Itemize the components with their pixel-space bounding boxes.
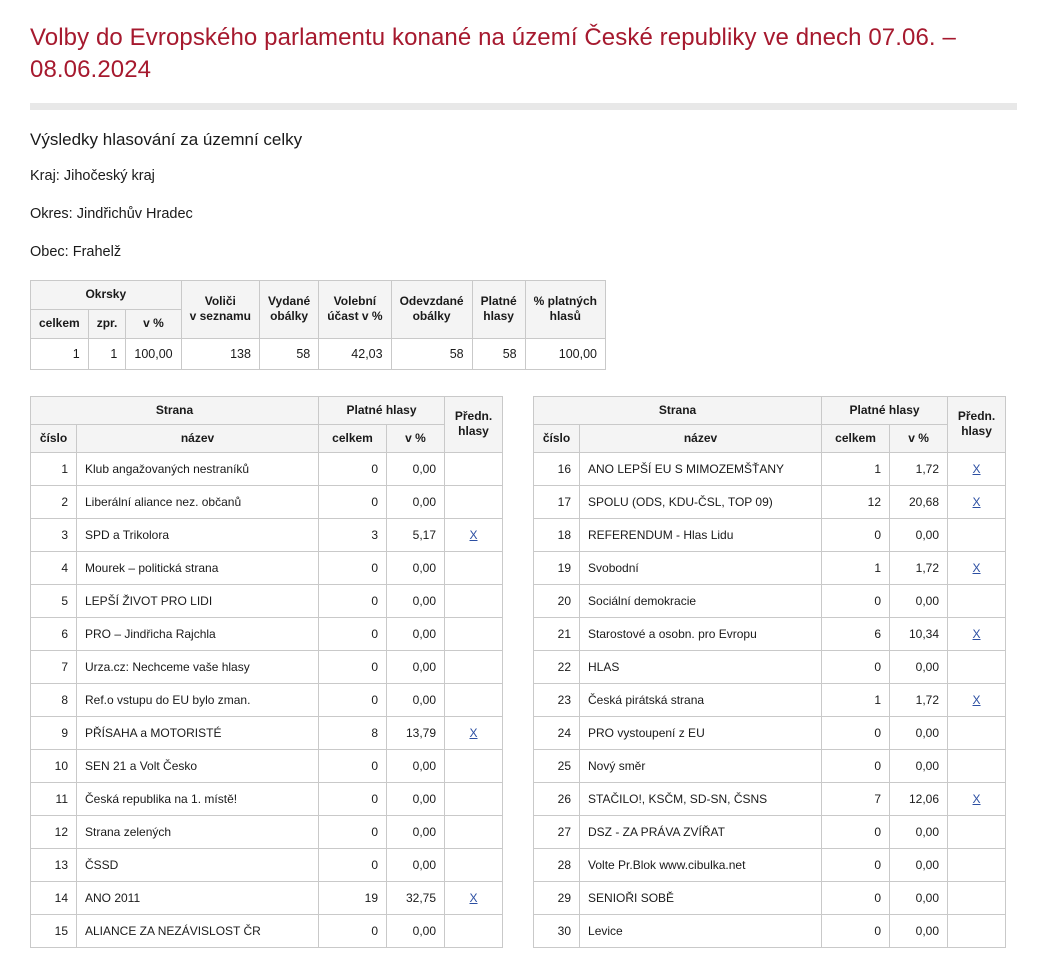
party-votes-total: 0 xyxy=(822,716,890,749)
party-number: 7 xyxy=(31,650,77,683)
party-name: PŘÍSAHA a MOTORISTÉ xyxy=(77,716,319,749)
preferential-votes-cell[interactable] xyxy=(445,881,503,914)
party-header-predn-right: Předn. hlasy xyxy=(948,396,1006,452)
party-votes-total: 0 xyxy=(319,749,387,782)
preferential-votes-link[interactable]: X xyxy=(972,494,981,509)
party-votes-percent: 5,17 xyxy=(387,518,445,551)
party-name: Česká republika na 1. místě! xyxy=(77,782,319,815)
party-votes-percent: 0,00 xyxy=(387,848,445,881)
preferential-votes-cell[interactable] xyxy=(948,782,1006,815)
summary-header-ucast: Volební účast v % xyxy=(319,281,391,338)
party-number: 21 xyxy=(534,617,580,650)
preferential-votes-cell xyxy=(948,716,1006,749)
summary-value-okrsky-vpct: 100,00 xyxy=(126,338,181,369)
preferential-votes-cell xyxy=(445,683,503,716)
table-row xyxy=(31,683,503,716)
party-votes-percent: 0,00 xyxy=(387,782,445,815)
summary-value-pct-platnych: 100,00 xyxy=(525,338,605,369)
party-votes-total: 19 xyxy=(319,881,387,914)
preferential-votes-cell xyxy=(948,848,1006,881)
table-row xyxy=(31,650,503,683)
party-votes-total: 0 xyxy=(822,914,890,947)
table-row xyxy=(31,485,503,518)
party-votes-percent: 0,00 xyxy=(387,914,445,947)
table-row xyxy=(534,881,1006,914)
party-header-nazev-left: název xyxy=(77,424,319,452)
preferential-votes-cell xyxy=(948,584,1006,617)
table-row xyxy=(534,485,1006,518)
party-name: PRO – Jindřicha Rajchla xyxy=(77,617,319,650)
preferential-votes-cell xyxy=(948,518,1006,551)
party-votes-total: 1 xyxy=(822,452,890,485)
preferential-votes-cell xyxy=(948,815,1006,848)
table-row xyxy=(31,782,503,815)
preferential-votes-cell xyxy=(445,584,503,617)
party-name: SEN 21 a Volt Česko xyxy=(77,749,319,782)
party-table-left-body xyxy=(31,452,503,947)
preferential-votes-cell xyxy=(948,881,1006,914)
summary-value-volici: 138 xyxy=(181,338,259,369)
party-name: ČSSD xyxy=(77,848,319,881)
party-number: 26 xyxy=(534,782,580,815)
preferential-votes-cell xyxy=(445,650,503,683)
party-number: 2 xyxy=(31,485,77,518)
party-votes-total: 0 xyxy=(822,881,890,914)
party-header-cislo-left: číslo xyxy=(31,424,77,452)
party-number: 24 xyxy=(534,716,580,749)
preferential-votes-cell[interactable] xyxy=(445,518,503,551)
summary-table xyxy=(30,280,606,369)
preferential-votes-link[interactable]: X xyxy=(972,560,981,575)
table-row xyxy=(31,815,503,848)
party-votes-percent: 20,68 xyxy=(890,485,948,518)
table-row xyxy=(534,815,1006,848)
table-row xyxy=(534,782,1006,815)
party-votes-total: 8 xyxy=(319,716,387,749)
summary-value-ucast: 42,03 xyxy=(319,338,391,369)
party-votes-total: 0 xyxy=(822,650,890,683)
party-votes-percent: 0,00 xyxy=(890,749,948,782)
location-okres: Okres: Jindřichův Hradec xyxy=(30,206,193,223)
summary-header-platne: Platné hlasy xyxy=(472,281,525,338)
table-row xyxy=(31,914,503,947)
preferential-votes-cell[interactable] xyxy=(948,617,1006,650)
table-row xyxy=(534,716,1006,749)
table-row xyxy=(31,551,503,584)
summary-data-row xyxy=(31,338,606,369)
preferential-votes-cell xyxy=(445,485,503,518)
party-number: 11 xyxy=(31,782,77,815)
preferential-votes-cell xyxy=(445,782,503,815)
page-title: Volby do Evropského parlamentu konané na území České republiky ve dnech 07.06. – 08.06.2024 xyxy=(30,24,956,83)
party-number: 27 xyxy=(534,815,580,848)
party-name: Strana zelených xyxy=(77,815,319,848)
party-votes-percent: 1,72 xyxy=(890,452,948,485)
summary-header-okrsky-vpct: v % xyxy=(126,309,181,338)
party-votes-percent: 0,00 xyxy=(387,815,445,848)
party-name: SENIOŘI SOBĚ xyxy=(580,881,822,914)
party-votes-percent: 0,00 xyxy=(890,584,948,617)
preferential-votes-link[interactable]: X xyxy=(972,626,981,641)
party-votes-percent: 0,00 xyxy=(890,848,948,881)
preferential-votes-cell[interactable] xyxy=(445,716,503,749)
party-votes-total: 0 xyxy=(319,452,387,485)
party-number: 13 xyxy=(31,848,77,881)
preferential-votes-link[interactable]: X xyxy=(469,725,478,740)
table-row xyxy=(534,914,1006,947)
party-votes-total: 0 xyxy=(822,749,890,782)
table-row xyxy=(534,650,1006,683)
party-votes-percent: 0,00 xyxy=(890,914,948,947)
preferential-votes-cell[interactable] xyxy=(948,551,1006,584)
party-votes-total: 0 xyxy=(319,848,387,881)
party-number: 3 xyxy=(31,518,77,551)
party-votes-total: 0 xyxy=(319,683,387,716)
party-votes-percent: 0,00 xyxy=(387,650,445,683)
party-votes-total: 0 xyxy=(319,584,387,617)
table-row xyxy=(534,452,1006,485)
party-number: 23 xyxy=(534,683,580,716)
summary-header-okrsky-zpr: zpr. xyxy=(88,309,126,338)
party-name: Volte Pr.Blok www.cibulka.net xyxy=(580,848,822,881)
party-number: 1 xyxy=(31,452,77,485)
party-name: PRO vystoupení z EU xyxy=(580,716,822,749)
preferential-votes-cell xyxy=(948,914,1006,947)
table-row xyxy=(534,683,1006,716)
party-votes-total: 0 xyxy=(319,914,387,947)
party-table-left xyxy=(30,396,503,948)
party-name: STAČILO!, KSČM, SD-SN, ČSNS xyxy=(580,782,822,815)
party-votes-percent: 13,79 xyxy=(387,716,445,749)
party-name: SPOLU (ODS, KDU-ČSL, TOP 09) xyxy=(580,485,822,518)
party-header-row-2-left xyxy=(31,424,503,452)
preferential-votes-cell[interactable] xyxy=(948,452,1006,485)
party-name: Levice xyxy=(580,914,822,947)
preferential-votes-cell xyxy=(445,452,503,485)
party-number: 17 xyxy=(534,485,580,518)
summary-value-platne: 58 xyxy=(472,338,525,369)
party-number: 10 xyxy=(31,749,77,782)
preferential-votes-link[interactable]: X xyxy=(972,791,981,806)
preferential-votes-cell xyxy=(445,914,503,947)
party-votes-percent: 1,72 xyxy=(890,683,948,716)
table-row xyxy=(31,749,503,782)
party-votes-total: 0 xyxy=(319,617,387,650)
party-number: 18 xyxy=(534,518,580,551)
summary-value-okrsky-celkem: 1 xyxy=(31,338,89,369)
summary-value-okrsky-zpr: 1 xyxy=(88,338,126,369)
party-votes-percent: 0,00 xyxy=(890,881,948,914)
party-header-row-2-right xyxy=(534,424,1006,452)
party-votes-total: 3 xyxy=(319,518,387,551)
party-name: Česká pirátská strana xyxy=(580,683,822,716)
party-votes-total: 6 xyxy=(822,617,890,650)
party-votes-percent: 0,00 xyxy=(387,749,445,782)
party-number: 25 xyxy=(534,749,580,782)
preferential-votes-link[interactable]: X xyxy=(469,890,478,905)
party-votes-percent: 0,00 xyxy=(890,518,948,551)
party-header-row-1-right xyxy=(534,396,1006,424)
party-name: Ref.o vstupu do EU bylo zman. xyxy=(77,683,319,716)
preferential-votes-link[interactable]: X xyxy=(972,692,981,707)
preferential-votes-cell[interactable] xyxy=(948,683,1006,716)
summary-header-row-1 xyxy=(31,281,606,310)
party-name: Starostové a osobn. pro Evropu xyxy=(580,617,822,650)
party-header-strana-left: Strana xyxy=(31,396,319,424)
party-tables-container xyxy=(30,396,1017,948)
party-header-platne-left: Platné hlasy xyxy=(319,396,445,424)
table-row xyxy=(31,881,503,914)
party-votes-percent: 0,00 xyxy=(387,683,445,716)
summary-header-odevzdane: Odevzdané obálky xyxy=(391,281,472,338)
party-header-platne-right: Platné hlasy xyxy=(822,396,948,424)
table-row xyxy=(31,848,503,881)
party-name: Svobodní xyxy=(580,551,822,584)
summary-header-volici: Voliči v seznamu xyxy=(181,281,259,338)
party-votes-percent: 12,06 xyxy=(890,782,948,815)
party-votes-total: 0 xyxy=(822,815,890,848)
table-row xyxy=(31,452,503,485)
party-votes-total: 0 xyxy=(822,584,890,617)
party-number: 9 xyxy=(31,716,77,749)
party-number: 19 xyxy=(534,551,580,584)
party-number: 30 xyxy=(534,914,580,947)
party-votes-percent: 0,00 xyxy=(890,650,948,683)
party-number: 16 xyxy=(534,452,580,485)
table-row xyxy=(534,749,1006,782)
party-header-celkem-right: celkem xyxy=(822,424,890,452)
party-votes-total: 0 xyxy=(822,518,890,551)
party-header-nazev-right: název xyxy=(580,424,822,452)
preferential-votes-cell xyxy=(948,749,1006,782)
party-number: 22 xyxy=(534,650,580,683)
preferential-votes-cell xyxy=(445,815,503,848)
party-header-strana-right: Strana xyxy=(534,396,822,424)
preferential-votes-cell xyxy=(445,848,503,881)
table-row xyxy=(534,551,1006,584)
party-name: ANO LEPŠÍ EU S MIMOZEMŠŤANY xyxy=(580,452,822,485)
table-row xyxy=(31,518,503,551)
table-row xyxy=(534,584,1006,617)
section-title: Výsledky hlasování za územní celky xyxy=(30,130,303,150)
party-votes-percent: 0,00 xyxy=(387,584,445,617)
party-header-celkem-left: celkem xyxy=(319,424,387,452)
location-obec: Obec: Frahelž xyxy=(30,244,122,261)
preferential-votes-cell[interactable] xyxy=(948,485,1006,518)
party-name: Liberální aliance nez. občanů xyxy=(77,485,319,518)
party-name: HLAS xyxy=(580,650,822,683)
party-name: DSZ - ZA PRÁVA ZVÍŘAT xyxy=(580,815,822,848)
party-number: 28 xyxy=(534,848,580,881)
party-votes-percent: 32,75 xyxy=(387,881,445,914)
table-row xyxy=(31,617,503,650)
party-name: ANO 2011 xyxy=(77,881,319,914)
summary-header-okrsky-celkem: celkem xyxy=(31,309,89,338)
party-votes-percent: 0,00 xyxy=(387,551,445,584)
location-kraj: Kraj: Jihočeský kraj xyxy=(30,168,155,185)
party-name: REFERENDUM - Hlas Lidu xyxy=(580,518,822,551)
party-votes-percent: 0,00 xyxy=(890,716,948,749)
summary-value-vydane: 58 xyxy=(259,338,318,369)
party-votes-total: 0 xyxy=(319,650,387,683)
party-header-vpct-right: v % xyxy=(890,424,948,452)
party-votes-percent: 0,00 xyxy=(387,617,445,650)
party-number: 5 xyxy=(31,584,77,617)
party-name: Sociální demokracie xyxy=(580,584,822,617)
party-name: Mourek – politická strana xyxy=(77,551,319,584)
party-header-row-1-left xyxy=(31,396,503,424)
party-table-right-body xyxy=(534,452,1006,947)
party-name: Urza.cz: Nechceme vaše hlasy xyxy=(77,650,319,683)
party-votes-total: 0 xyxy=(319,551,387,584)
preferential-votes-link[interactable]: X xyxy=(972,461,981,476)
preferential-votes-cell xyxy=(445,551,503,584)
table-row xyxy=(534,617,1006,650)
preferential-votes-cell xyxy=(445,617,503,650)
party-votes-total: 0 xyxy=(319,815,387,848)
party-number: 8 xyxy=(31,683,77,716)
party-number: 4 xyxy=(31,551,77,584)
table-row xyxy=(534,518,1006,551)
party-votes-total: 1 xyxy=(822,551,890,584)
summary-value-odevzdane: 58 xyxy=(391,338,472,369)
table-row xyxy=(31,716,503,749)
party-votes-percent: 0,00 xyxy=(387,485,445,518)
party-votes-total: 7 xyxy=(822,782,890,815)
preferential-votes-cell xyxy=(445,749,503,782)
party-votes-percent: 1,72 xyxy=(890,551,948,584)
table-row xyxy=(31,584,503,617)
party-table-right xyxy=(533,396,1006,948)
party-number: 29 xyxy=(534,881,580,914)
party-votes-percent: 0,00 xyxy=(387,452,445,485)
party-name: LEPŠÍ ŽIVOT PRO LIDI xyxy=(77,584,319,617)
party-number: 15 xyxy=(31,914,77,947)
summary-header-pct-platnych: % platných hlasů xyxy=(525,281,605,338)
party-votes-total: 0 xyxy=(822,848,890,881)
party-votes-total: 0 xyxy=(319,782,387,815)
preferential-votes-link[interactable]: X xyxy=(469,527,478,542)
party-number: 6 xyxy=(31,617,77,650)
preferential-votes-cell xyxy=(948,650,1006,683)
party-number: 20 xyxy=(534,584,580,617)
party-name: ALIANCE ZA NEZÁVISLOST ČR xyxy=(77,914,319,947)
party-name: SPD a Trikolora xyxy=(77,518,319,551)
party-header-cislo-right: číslo xyxy=(534,424,580,452)
summary-header-okrsky: Okrsky xyxy=(31,281,182,310)
party-number: 12 xyxy=(31,815,77,848)
party-number: 14 xyxy=(31,881,77,914)
party-votes-total: 12 xyxy=(822,485,890,518)
party-votes-percent: 0,00 xyxy=(890,815,948,848)
party-votes-total: 0 xyxy=(319,485,387,518)
table-row xyxy=(534,848,1006,881)
party-name: Nový směr xyxy=(580,749,822,782)
party-votes-total: 1 xyxy=(822,683,890,716)
party-name: Klub angažovaných nestraníků xyxy=(77,452,319,485)
party-votes-percent: 10,34 xyxy=(890,617,948,650)
title-divider xyxy=(30,103,1017,110)
summary-header-vydane: Vydané obálky xyxy=(259,281,318,338)
party-header-vpct-left: v % xyxy=(387,424,445,452)
party-header-predn-left: Předn. hlasy xyxy=(445,396,503,452)
